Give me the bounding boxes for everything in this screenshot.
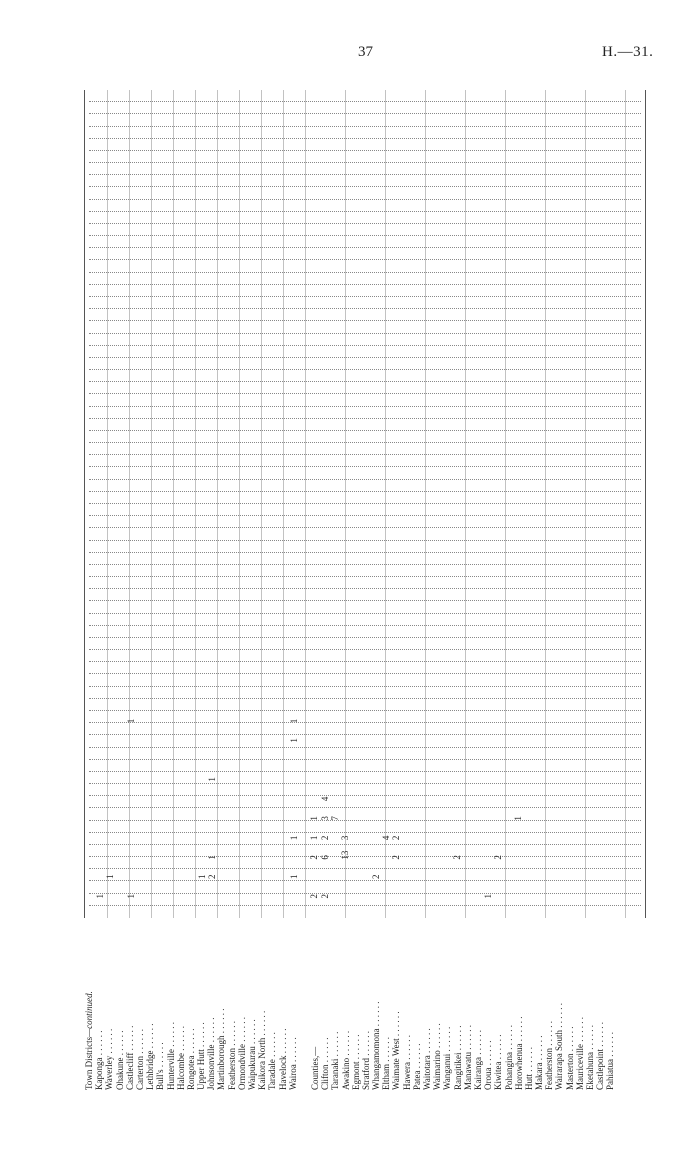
column-guide [89,880,641,881]
row-label: Waimate West . . . . . . [391,1011,402,1090]
column-guide [89,430,641,431]
table-value: 4 [319,796,330,802]
column-guide [89,442,641,443]
column-guide [89,503,641,504]
section-heading [310,930,320,1090]
table-value: 1 [207,777,218,782]
row-label: Pohangina . . . . . . [503,1025,514,1090]
row-label: Kairanga . . . . . . [472,1030,483,1090]
column-guide [89,357,641,358]
column-guide [89,600,641,601]
row-rule [385,90,386,918]
table-value: 2 [319,894,330,899]
column-guide [89,479,641,480]
table-value: 1 [289,835,299,841]
column-guide [89,820,641,821]
page-number: 37 [358,44,373,60]
row-label: Upper Hutt . . . . . . [196,1022,207,1090]
row-rule [425,90,426,918]
column-guide [89,673,641,674]
row-label: Pahiatua . . . . . . [605,1032,616,1090]
row-rule [283,90,284,918]
table-value: 1 [95,894,106,899]
row-label: Ormondville . . . . . . [236,1017,247,1090]
column-guide [89,893,641,894]
column-guide [89,491,641,492]
column-guide [89,844,641,845]
column-guide [89,381,641,382]
row-label: Johnsonville . . . . . . [206,1017,217,1090]
column-guide [89,515,641,516]
row-label: Stratford . . . . . . [360,1031,371,1090]
column-guide [89,174,641,175]
section-heading-text: Town Districts [84,1036,94,1090]
row-label: Oroua . . . . . . [483,1040,494,1090]
column-guide [89,345,641,346]
column-guide [89,649,641,650]
table-value: 4 [380,835,391,841]
column-guide [89,868,641,869]
column-guide [89,284,641,285]
row-rule [217,90,218,918]
column-guide [89,637,641,638]
table-value: 2 [493,855,503,860]
column-guide [89,418,641,419]
column-guide [89,235,641,236]
column-guide [89,710,641,711]
column-guide [89,564,641,565]
table-value: 2 [391,855,401,860]
row-label: Featherston . . . . . . [226,1021,237,1090]
row-label: Featherston . . . . . . [544,1021,555,1090]
row-label: Taranaki . . . . . . [330,1031,341,1090]
column-guide [89,406,641,407]
column-guide [89,369,641,370]
column-guide [89,759,641,760]
column-guide [89,856,641,857]
column-guide [89,832,641,833]
row-rule [239,90,240,918]
column-guide [89,905,641,906]
column-guide [89,320,641,321]
row-label: Taradale . . . . . . [267,1032,278,1090]
table-value: 13 [340,850,350,860]
column-guide [89,807,641,808]
column-guide [89,113,641,114]
row-label: Wairarapa South . . . . . . [554,1002,565,1090]
column-guide [89,393,641,394]
row-rule [465,90,466,918]
row-label: Waitotara . . . . . . [422,1028,432,1090]
column-guide [89,308,641,309]
column-guide [89,686,641,687]
column-guide [89,722,641,723]
document-reference: H.—31. [602,44,654,60]
row-label: Makara . . . . . . [534,1035,545,1090]
table-value: 2 [391,835,401,841]
row-label: Kaikora North . . . . . . [257,1010,268,1090]
row-label: Mauriceville . . . . . . [574,1017,585,1090]
column-guide [89,466,641,467]
row-rule [261,90,262,918]
row-label: Bull's . . . . . . [155,1042,166,1090]
row-label: Waimarino . . . . . . [432,1023,443,1090]
row-label: Kaponga . . . . . . [94,1030,105,1090]
table-value: 1 [482,894,493,899]
column-guide [89,199,641,200]
table-value: 6 [319,855,330,860]
row-label: Manawatu . . . . . . [462,1025,473,1090]
row-label: Waipukurau . . . . . . [247,1019,257,1090]
row-label: Eltham . . . . . . [381,1037,392,1090]
column-guide [89,454,641,455]
column-guide [89,613,641,614]
column-guide [89,698,641,699]
table-value: 1 [197,874,208,880]
column-guide [89,150,641,151]
table-value: 3 [340,835,350,841]
column-guide [89,783,641,784]
table-value: 2 [309,855,320,860]
row-label: Lethbridge . . . . . . [145,1023,156,1090]
row-label: Patea . . . . . . [411,1043,422,1090]
row-label: Eketahuna . . . . . . [585,1025,595,1090]
row-label: Clifton . . . . . . [320,1037,331,1090]
column-guide [89,296,641,297]
column-guide [89,223,641,224]
row-label: Awakino . . . . . . [340,1030,351,1090]
row-label: Rangitikei . . . . . . [452,1025,463,1090]
column-guide [89,211,641,212]
table-value: 1 [289,874,299,880]
row-label: Whangamomona . . . . . . [371,1001,382,1090]
column-guide [89,162,641,163]
section-heading-text: Counties,— [309,1046,320,1090]
row-label: Carterton . . . . . . [134,1029,145,1090]
column-guide [89,540,641,541]
row-rule [195,90,196,918]
table-value: 7 [329,816,340,821]
row-label: Wanganui . . . . . . [442,1026,453,1090]
table-value: 1 [125,718,136,724]
column-guide [89,771,641,772]
row-label: Rongotea . . . . . . [185,1028,196,1090]
column-guide [89,625,641,626]
column-guide [89,272,641,273]
table-value: 1 [513,816,524,821]
column-guide [89,576,641,577]
rotated-statistics-table [84,90,644,1090]
row-rule [585,90,586,918]
row-label: Castlepoint . . . . . . [595,1022,606,1090]
column-guide [89,259,641,260]
column-guide [89,126,641,127]
column-guide [89,588,641,589]
row-label: Egmont . . . . . . [350,1034,361,1090]
table-value: 1 [125,894,136,899]
column-guide [89,247,641,248]
column-guide [89,734,641,735]
column-guide [89,747,641,748]
row-label: Kiwitea . . . . . . [493,1034,504,1090]
row-label: Martinborough . . . . . . [216,1008,227,1090]
row-label: Hawera . . . . . . [401,1035,412,1090]
row-rule [107,90,108,918]
table-value: 2 [452,855,463,860]
table-value: 1 [289,718,299,724]
section-heading [84,930,94,1090]
table-value: 2 [370,874,381,880]
table-value: 1 [105,874,116,880]
row-label: Wairoa . . . . . . [287,1037,298,1090]
column-guide [89,552,641,553]
section-gap [298,930,310,1090]
column-guide [89,186,641,187]
table-value: 1 [289,738,299,743]
row-label: Hunterville . . . . . . [165,1022,176,1090]
row-label: Masterton . . . . . . [564,1026,575,1090]
row-rule [151,90,152,918]
table-value: 3 [319,816,330,821]
column-guide [89,138,641,139]
row-label: Waverley . . . . . . [104,1028,115,1090]
value-grid [84,90,646,918]
row-label-column [84,930,644,1090]
row-rule [305,90,306,918]
column-guide [89,661,641,662]
row-label: Hutt . . . . . . [523,1046,534,1090]
column-guide [89,795,641,796]
table-value: 1 [207,855,218,860]
row-label: Havelock . . . . . . [277,1028,288,1090]
table-value: 2 [309,894,320,899]
row-rule [545,90,546,918]
section-heading-suffix: —continued. [84,991,94,1037]
column-guide [89,101,641,102]
column-guide [89,333,641,334]
row-rule [173,90,174,918]
table-value: 2 [207,874,218,880]
row-rule [345,90,346,918]
table-value: 2 [319,835,330,841]
row-label: Horowhenua . . . . . . [513,1016,524,1090]
row-rule [129,90,130,918]
column-guide [89,527,641,528]
table-value: 1 [309,835,320,841]
row-rule [625,90,626,918]
row-label: Castlecliff . . . . . . [124,1025,135,1090]
row-label: Halcombe . . . . . . [175,1026,186,1090]
table-value: 1 [309,816,320,821]
row-rule [505,90,506,918]
row-label: Ohakune . . . . . . [114,1030,125,1090]
